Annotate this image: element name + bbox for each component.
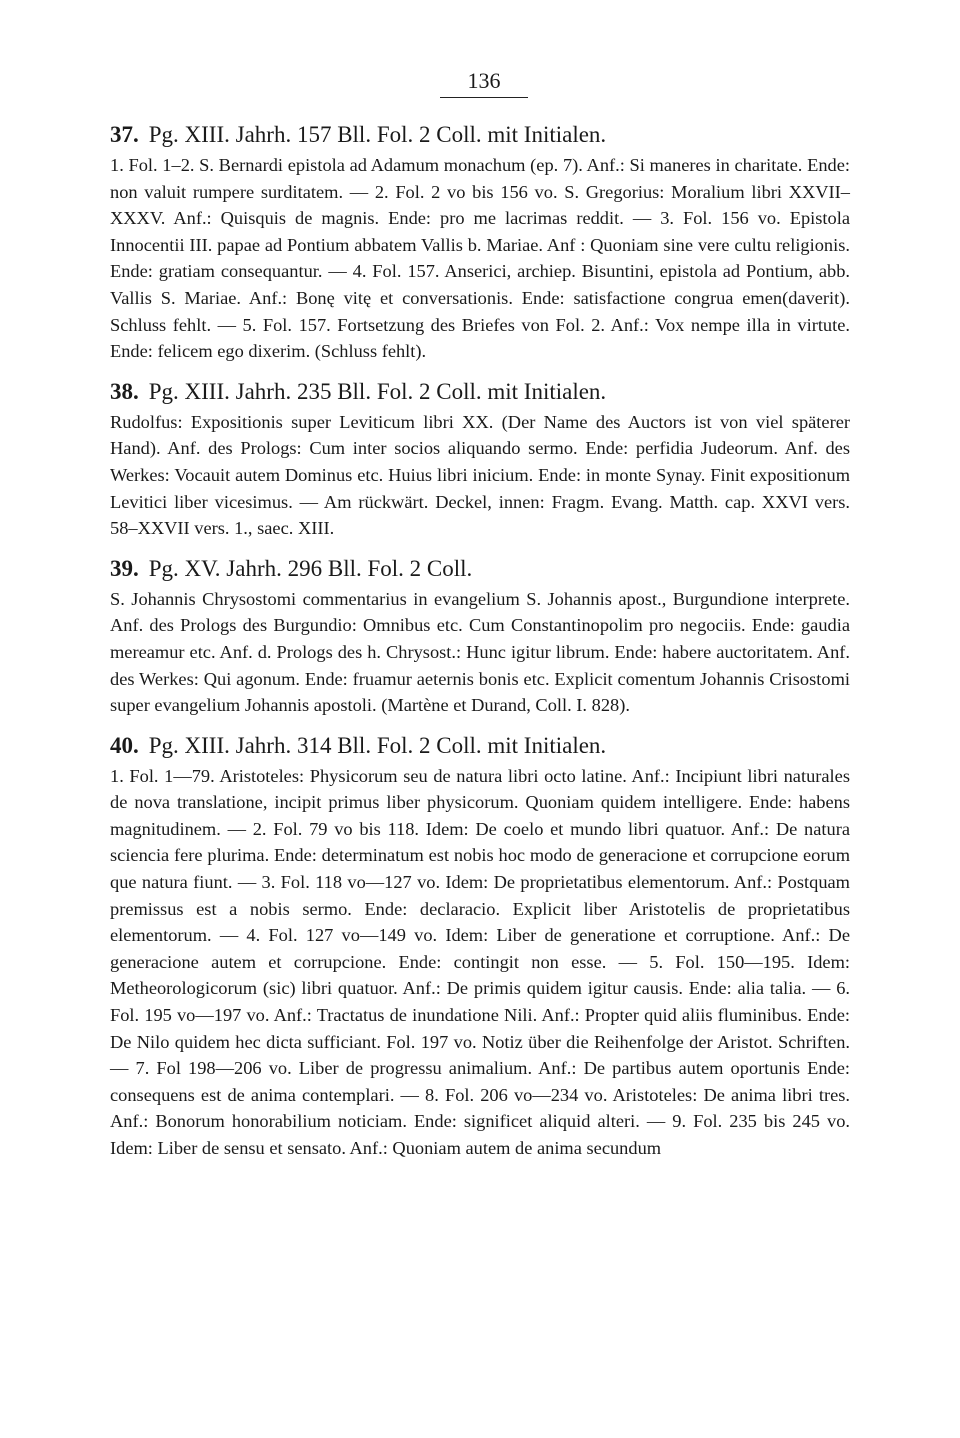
entry-heading bbox=[110, 375, 850, 409]
page-number: 136 bbox=[440, 68, 528, 98]
entry-number: 38. bbox=[110, 378, 139, 404]
entry-description: Pg. XV. Jahrh. 296 Bll. Fol. 2 Coll. bbox=[148, 555, 473, 581]
entry-number: 39. bbox=[110, 555, 139, 581]
catalog-entry-38 bbox=[110, 375, 850, 542]
catalog-entry-37 bbox=[110, 118, 850, 365]
entry-number: 37. bbox=[110, 122, 139, 147]
entry-description: Pg. XIII. Jahrh. 235 Bll. Fol. 2 Coll. mit Initialen. bbox=[148, 378, 607, 404]
entry-heading bbox=[110, 729, 850, 763]
entry-description: Pg. XIII. Jahrh. 314 Bll. Fol. 2 Coll. mit Initialen. bbox=[148, 732, 607, 758]
entry-body: Rudolfus: Expositionis super Leviticum libri XX. (Der Name des Auctors ist von viel späterer Hand). Anf. des Prologs: Cum inter socios aliquando sermo. Ende: perfidia Judeorum. Anf. des Werkes: Vocauit autem Dominus etc. Huius libri inicium. Ende: in monte Synay. Finit expositionum Levitici liber vicesimus. — Am rückwärt. Deckel, innen: Fragm. Evang. Matth. cap. XXVI vers. 58–XXVII vers. 1., saec. XIII. bbox=[110, 411, 850, 539]
catalog-entry-39 bbox=[110, 552, 850, 719]
entry-body: 1. Fol. 1—79. Aristoteles: Physicorum seu de natura libri octo latine. Anf.: Incipiunt libri naturales de nova translatione, incipit primus liber physicorum. Quoniam quidem intelligere. Ende: habens magnitudinem. — 2. Fol. 79 vo bis 118. Idem: De coelo et mundo libri quatuor. Anf.: De natura sciencia fere plurima. Ende: determinatum est nobis hoc modo de generacione et corrupcione eorum que natura fiunt. — 3. Fol. 118 vo—127 vo. Idem: De proprietatibus elementorum. Anf.: Postquam premissus est a nobis sermo. Ende: declaracio. Explicit liber Aristotelis de proprietatibus elementorum. — 4. Fol. 127 vo—149 vo. Idem: Liber de generatione et corruptione. Anf.: De generacione autem et corrupcione. Ende: contingit non esse. — 5. Fol. 150—195. Idem: Metheorologicorum (sic) libri quatuor. Anf.: De primis quidem igitur causis. Ende: alia talia. — 6. Fol. 195 vo—197 vo. Anf.: Tractatus de inundatione Nili. Anf.: Propter quid aliis fluminibus. Ende: De Nilo quidem hec dicta sufficiant. Fol. 197 vo. Notiz über die Reihenfolge der Aristot. Schriften. — 7. Fol 198—206 vo. Liber de progressu animalium. Anf.: De partibus autem oportunis Ende: consequens est de anima contemplari. — 8. Fol. 206 vo—234 vo. Aristoteles: De anima libri tres. Anf.: Bonorum honorabilium noticiam. Ende: significet aliquid alteri. — 9. Fol. 235 bis 245 vo. Idem: Liber de sensu et sensato. Anf.: Quoniam autem de anima secundum bbox=[110, 765, 850, 1158]
catalog-entry-40 bbox=[110, 729, 850, 1162]
entry-heading bbox=[110, 552, 850, 586]
entry-heading bbox=[110, 118, 850, 152]
entry-description: Pg. XIII. Jahrh. 157 Bll. Fol. 2 Coll. mit Initialen. bbox=[148, 122, 607, 147]
entry-body: 1. Fol. 1–2. S. Bernardi epistola ad Adamum monachum (ep. 7). Anf.: Si maneres in charitate. Ende: non valuit rumpere surditatem. — 2. Fol. 2 vo bis 156 vo. S. Gregorius: Moralium libri XXVII–XXXV. Anf.: Quisquis de magnis. Ende: pro me lacrimas reddit. — 3. Fol. 156 vo. Epistola Innocentii III. papae ad Pontium abbatem Vallis b. Mariae. Anf : Quoniam sine vere cultu religionis. Ende: gratiam consequantur. — 4. Fol. 157. Anserici, archiep. Bisuntini, epistola ad Pontium, abb. Vallis S. Mariae. Anf.: Bonę vitę et conversationis. Ende: satisfactione congrua emen(daverit). Schluss fehlt. — 5. Fol. 157. Fortsetzung des Briefes von Fol. 2. Anf.: Vox nempe illa in virtute. Ende: felicem ego dixerim. (Schluss fehlt). bbox=[110, 155, 850, 362]
page-content bbox=[110, 118, 850, 1172]
entry-body: S. Johannis Chrysostomi commentarius in evangelium S. Johannis apost., Burgundione interprete. Anf. des Prologs des Burgundio: Omnibus etc. Cum Constantinopolim pro negociis. Ende: gaudia mereamur etc. Anf. d. Prologs des h. Chrysost.: Hunc igitur librum. Ende: habere auctoritatem. Anf. des Werkes: Qui agonum. Ende: fruamur aeternis bonis etc. Explicit comentum Johannis Crisostomi super evangelium Johannis apostoli. (Martène et Durand, Coll. I. 828). bbox=[110, 588, 850, 716]
entry-number: 40. bbox=[110, 732, 139, 758]
